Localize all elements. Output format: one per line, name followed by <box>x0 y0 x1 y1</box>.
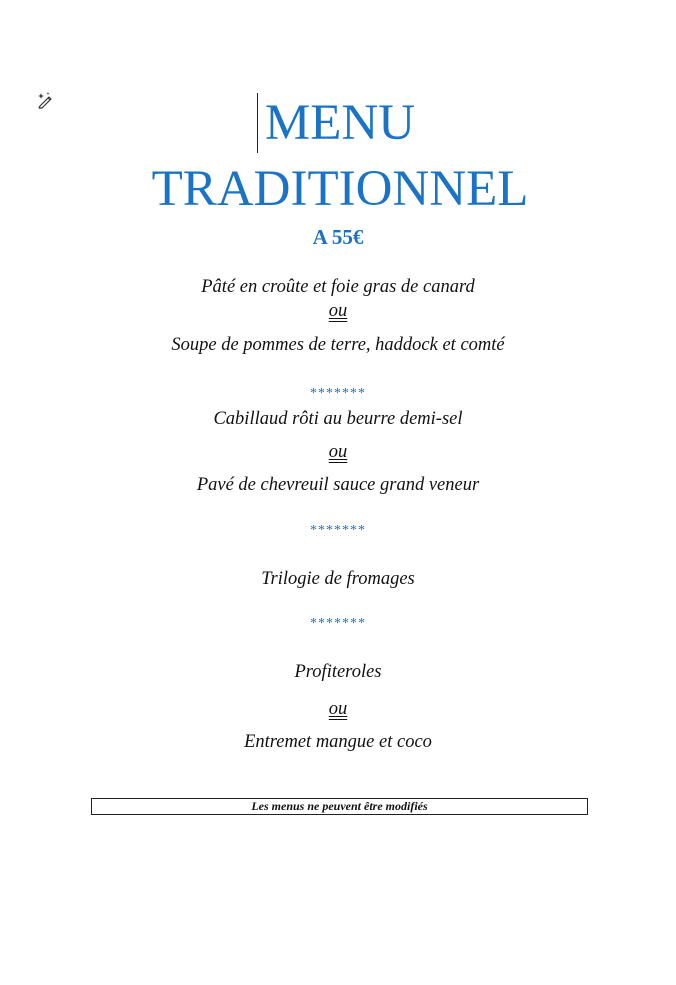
cheese-course: Trilogie de fromages <box>261 569 415 589</box>
menu-title-line2: TRADITIONNEL <box>151 161 529 217</box>
course-separator-3: ******* <box>310 616 366 631</box>
starter-1: Pâté en croûte et foie gras de canard <box>201 277 475 297</box>
starter-2: Soupe de pommes de terre, haddock et comté <box>171 335 505 355</box>
main-2: Pavé de chevreuil sauce grand veneur <box>196 475 480 495</box>
menu-title-line1: MENU <box>264 95 416 151</box>
dessert-1: Profiteroles <box>294 662 382 682</box>
course-separator-1: ******* <box>310 386 366 401</box>
main-1: Cabillaud rôti au beurre demi-sel <box>213 409 463 429</box>
menu-price: A 55€ <box>312 225 364 249</box>
or-separator-3: ou <box>328 699 348 719</box>
or-separator-1: ou <box>328 301 348 321</box>
course-separator-2: ******* <box>310 523 366 538</box>
dessert-2: Entremet mangue et coco <box>244 732 432 752</box>
or-separator-2: ou <box>328 442 348 462</box>
menu-note-box: Les menus ne peuvent être modifiés <box>91 798 588 815</box>
